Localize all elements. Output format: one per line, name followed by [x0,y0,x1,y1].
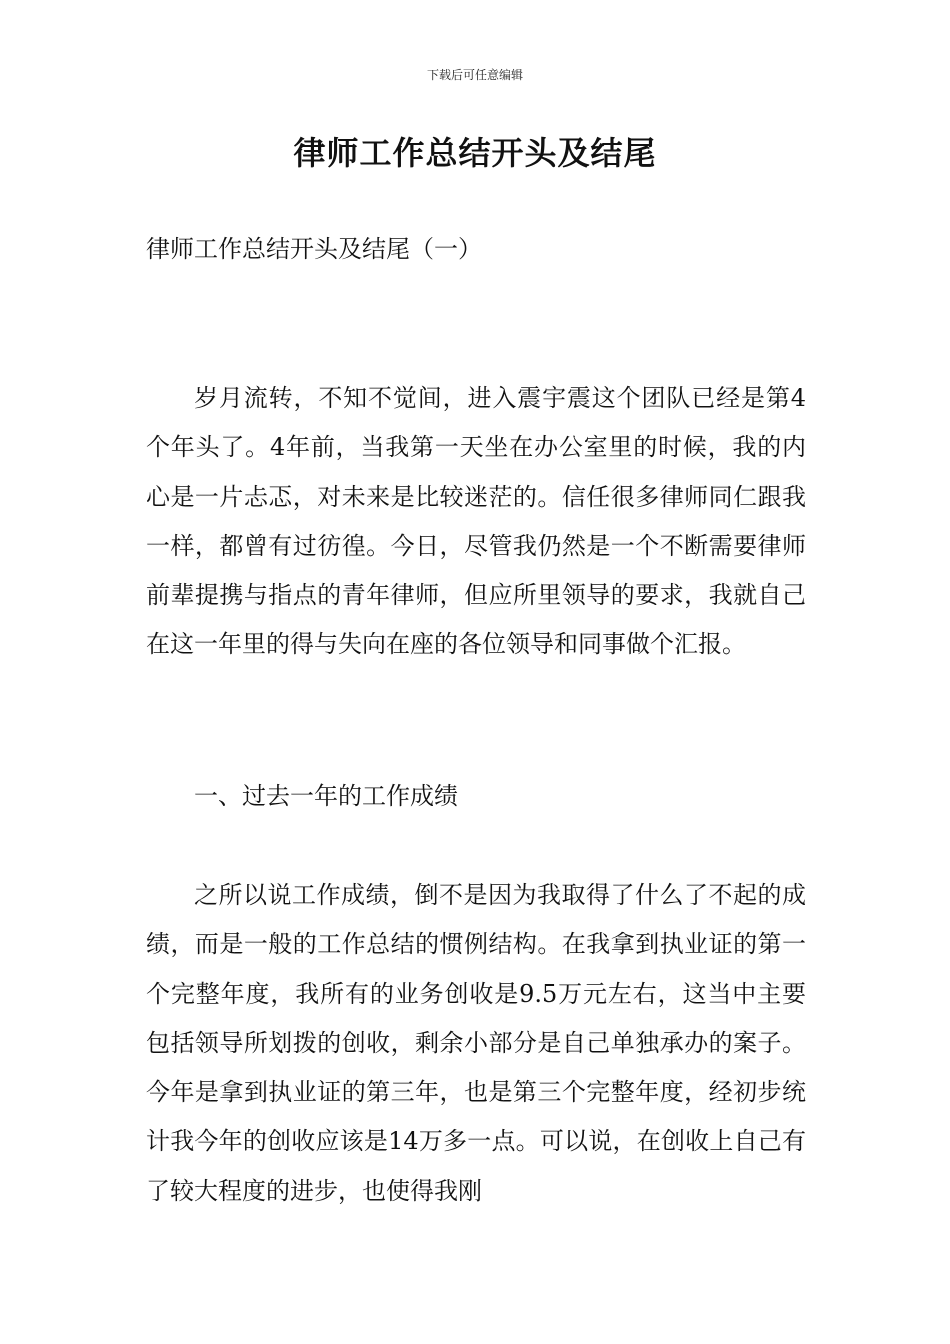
paragraph-achievements: 之所以说工作成绩，倒不是因为我取得了什么了不起的成绩，而是一般的工作总结的惯例结构。在我拿到执业证的第一个完整年度，我所有的业务创收是9.5万元左右，这当中主要包括领导所划拨的创收，剩余小部分是自己单独承办的案子。今年是拿到执业证的第三年，也是第三个完整年度，经初步统计我今年的创收应该是14万多一点。可以说，在创收上自己有了较大程度的进步，也使得我刚 [146,881,806,1205]
document-subtitle: 律师工作总结开头及结尾（一） [146,235,482,263]
paragraph-intro: 岁月流转，不知不觉间，进入震宇震这个团队已经是第4个年头了。4年前，当我第一天坐在办公室里的时候，我的内心是一片忐忑，对未来是比较迷茫的。信任很多律师同仁跟我一样，都曾有过彷徨。今日，尽管我仍然是一个不断需要律师前辈提携与指点的青年律师，但应所里领导的要求，我就自己在这一年里的得与失向在座的各位领导和同事做个汇报。 [146,384,806,659]
section-heading: 一、过去一年的工作成绩 [194,782,458,810]
header-note: 下载后可任意编辑 [426,68,523,82]
document-title: 律师工作总结开头及结尾 [293,134,657,172]
